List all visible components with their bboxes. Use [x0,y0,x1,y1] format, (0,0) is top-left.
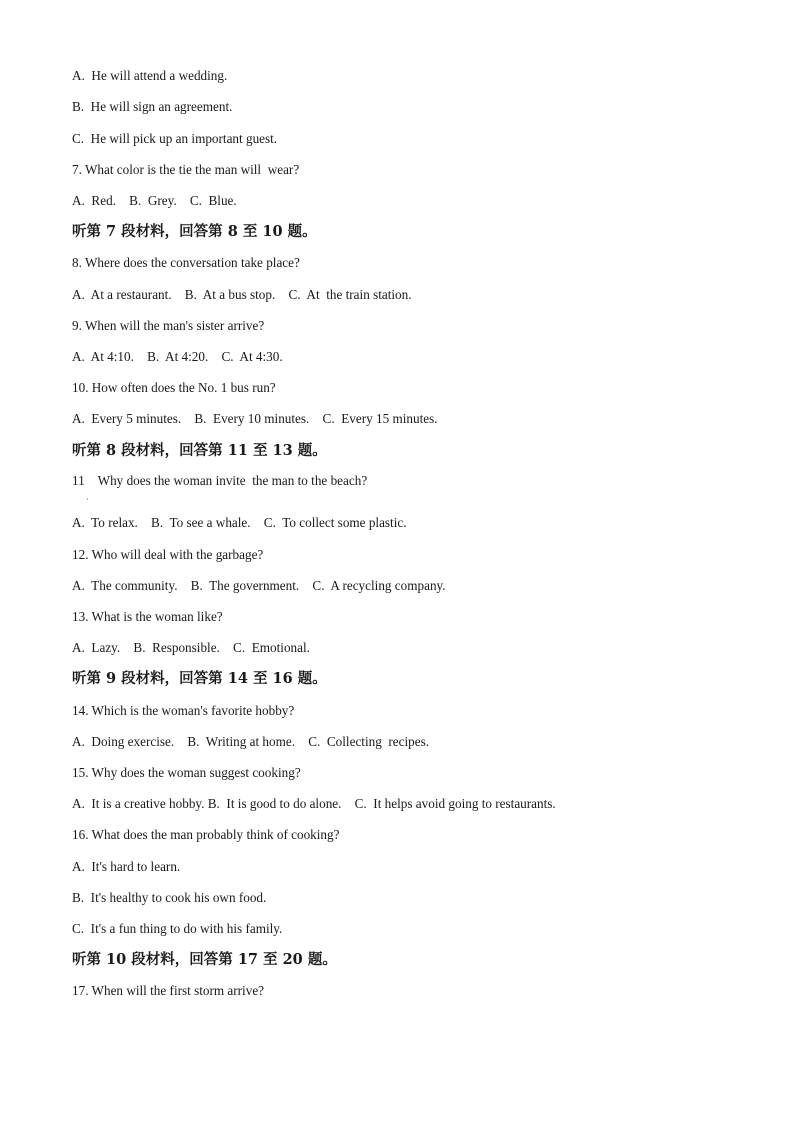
option-6c: C. He will pick up an important guest. [72,131,278,146]
options-9: A. At 4:10. B. At 4:20. C. At 4:30. [72,349,283,364]
question-10: 10. How often does the No. 1 bus run? [72,380,276,395]
stray-mark: · [86,495,89,504]
section-heading-10: 听第 10 段材料，回答第 17 至 20 题。 [72,951,337,968]
section-heading-8: 听第 8 段材料，回答第 11 至 13 题。 [72,442,327,459]
option-16b: B. It's healthy to cook his own food. [72,890,267,905]
question-11: 11 Why does the woman invite the man to the beach? [72,473,368,488]
options-14: A. Doing exercise. B. Writing at home. C. Collecting recipes. [72,734,430,749]
question-8: 8. Where does the conversation take place? [72,255,300,270]
question-16: 16. What does the man probably think of cooking? [72,827,340,842]
options-10: A. Every 5 minutes. B. Every 10 minutes. C. Every 15 minutes. [72,411,438,426]
question-15: 15. Why does the woman suggest cooking? [72,765,301,780]
question-17: 17. When will the first storm arrive? [72,983,265,998]
question-13: 13. What is the woman like? [72,609,223,624]
option-16c: C. It's a fun thing to do with his family. [72,921,283,936]
question-12: 12. Who will deal with the garbage? [72,547,264,562]
options-11: A. To relax. B. To see a whale. C. To collect some plastic. [72,515,407,530]
options-8: A. At a restaurant. B. At a bus stop. C. At the train station. [72,287,412,302]
option-6b: B. He will sign an agreement. [72,99,233,114]
option-6a: A. He will attend a wedding. [72,68,228,83]
question-14: 14. Which is the woman's favorite hobby? [72,703,295,718]
section-heading-9: 听第 9 段材料，回答第 14 至 16 题。 [72,670,327,687]
question-9: 9. When will the man's sister arrive? [72,318,265,333]
section-heading-7: 听第 7 段材料，回答第 8 至 10 题。 [72,223,317,240]
options-13: A. Lazy. B. Responsible. C. Emotional. [72,640,310,655]
question-7: 7. What color is the tie the man will wear? [72,162,300,177]
options-15: A. It is a creative hobby. B. It is good to do alone. C. It helps avoid going to restaurants. [72,796,556,811]
options-7: A. Red. B. Grey. C. Blue. [72,193,237,208]
options-12: A. The community. B. The government. C. A recycling company. [72,578,446,593]
option-16a: A. It's hard to learn. [72,859,181,874]
